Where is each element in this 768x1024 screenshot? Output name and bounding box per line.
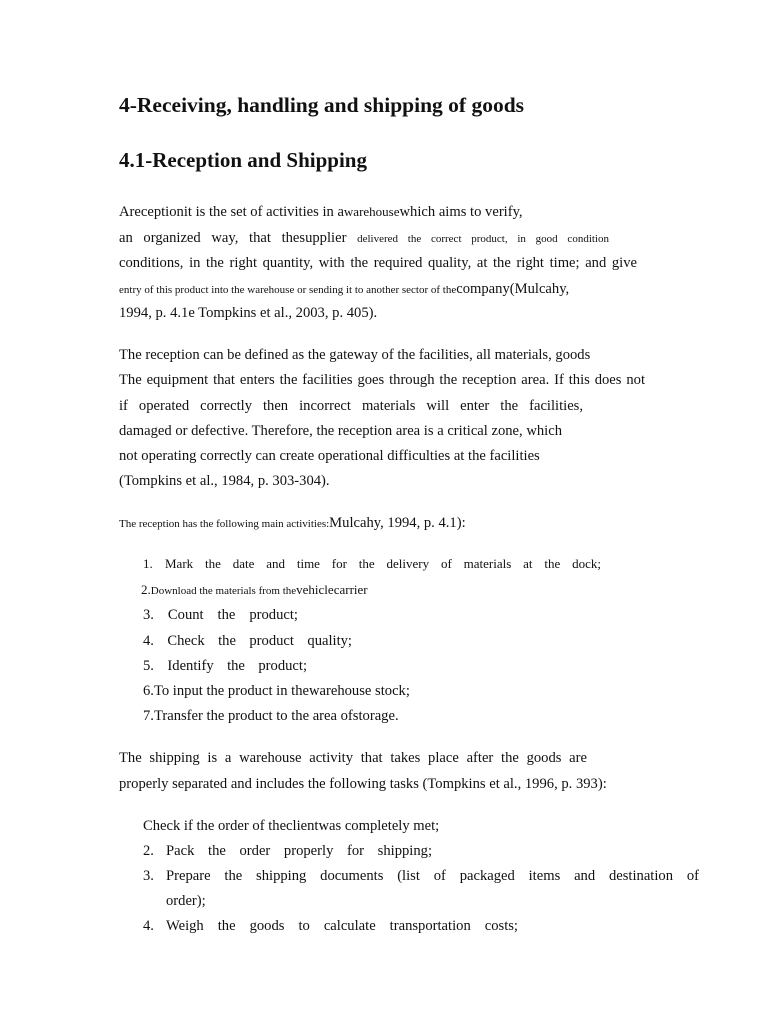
list-number: 4. xyxy=(143,918,154,934)
list-text: Check the product quality; xyxy=(167,633,352,649)
list-text: Transfer the product to the area of xyxy=(153,708,353,724)
paragraph-3-intro xyxy=(119,514,466,533)
list-number: 6. xyxy=(143,683,154,699)
paragraph-1-line-3: conditions, in the right quantity, with the required quality, at the right time; and give xyxy=(119,255,637,271)
list-number: 1. xyxy=(143,556,153,571)
list-text: Download the materials from the xyxy=(150,585,297,597)
list-text: carrier xyxy=(333,582,368,597)
list-text: To input the product in the xyxy=(153,683,309,699)
list-text: Count the product; xyxy=(167,607,298,623)
list-number: 2. xyxy=(143,843,154,859)
paragraph-2-line-5: not operating correctly can create operational difficulties at the facilities xyxy=(119,448,540,464)
list-text: Mark the date and time for the delivery of materials at the dock; xyxy=(165,556,601,571)
list-text: Pack the order properly for shipping; xyxy=(166,843,432,859)
p1-text: company xyxy=(456,281,510,297)
paragraph-2-line-3: if operated correctly then incorrect materials will enter the facilities, xyxy=(119,398,583,414)
list-number: 5. xyxy=(143,658,154,674)
paragraph-4-line-2: properly separated and includes the following tasks (Tompkins et al., 1996, p. 393): xyxy=(119,776,607,792)
section-heading: 4-Receiving, handling and shipping of goods xyxy=(119,93,525,117)
list-item xyxy=(143,707,399,725)
paragraph-2-line-1: The reception can be defined as the gateway of the facilities, all materials, goods xyxy=(119,347,591,363)
paragraph-1-line-1 xyxy=(119,203,523,221)
list-text: Identify the product; xyxy=(167,658,307,674)
list-number: 4. xyxy=(143,633,154,649)
list-item xyxy=(143,817,439,835)
p3-citation: Mulcahy, 1994, p. 4.1): xyxy=(329,515,466,531)
list-text: Weigh the goods to calculate transportation costs; xyxy=(166,918,518,934)
list-item xyxy=(143,632,352,650)
list-number: 3. xyxy=(143,868,154,884)
list-text: storage. xyxy=(352,708,399,724)
p1-text: which aims to verify, xyxy=(399,204,523,220)
list-number: 7. xyxy=(143,708,154,724)
p1-term: supplier xyxy=(299,230,347,246)
list-text: order); xyxy=(166,893,206,909)
list-text: Prepare the shipping documents (list of packaged items and destination of xyxy=(166,868,699,884)
paragraph-1-line-5: 1994, p. 4.1e Tompkins et al., 2003, p. 405). xyxy=(119,305,378,321)
list-text: vehicle xyxy=(296,582,334,597)
list-item xyxy=(141,581,368,600)
list-text: Check if the order of the xyxy=(143,818,287,834)
p1-small-text: delivered the correct product, in good condition xyxy=(357,233,609,245)
paragraph-2-line-2: The equipment that enters the facilities goes through the reception area. If this does not xyxy=(119,372,645,388)
paragraph-2-line-6: (Tompkins et al., 1984, p. 303-304). xyxy=(119,473,330,489)
list-item xyxy=(143,555,601,573)
list-item xyxy=(143,606,298,624)
paragraph-2-line-4: damaged or defective. Therefore, the reception area is a critical zone, which xyxy=(119,423,562,439)
paragraph-1-line-2 xyxy=(119,229,609,248)
p1-small-text: entry of this product into the warehouse or sending it to another sector of the xyxy=(119,284,457,296)
list-text: client xyxy=(286,818,319,834)
p1-text: (Mulcahy, xyxy=(509,281,570,297)
list-text: was completely met; xyxy=(318,818,440,834)
paragraph-4-line-1: The shipping is a warehouse activity that takes place after the goods are xyxy=(119,750,587,766)
list-text: warehouse stock; xyxy=(308,683,410,699)
p3-small-text: The reception has the following main activities: xyxy=(119,518,330,530)
list-item xyxy=(143,657,307,675)
list-item xyxy=(143,682,410,700)
p1-term: warehouse xyxy=(343,204,400,219)
subsection-heading: 4.1-Reception and Shipping xyxy=(119,148,367,172)
paragraph-1-line-4 xyxy=(119,280,569,299)
list-number: 2. xyxy=(141,582,151,597)
p1-text: Areceptionit is the set of activities in a xyxy=(119,204,344,220)
list-number: 3. xyxy=(143,607,154,623)
p1-text: an organized way, that the xyxy=(119,230,300,246)
